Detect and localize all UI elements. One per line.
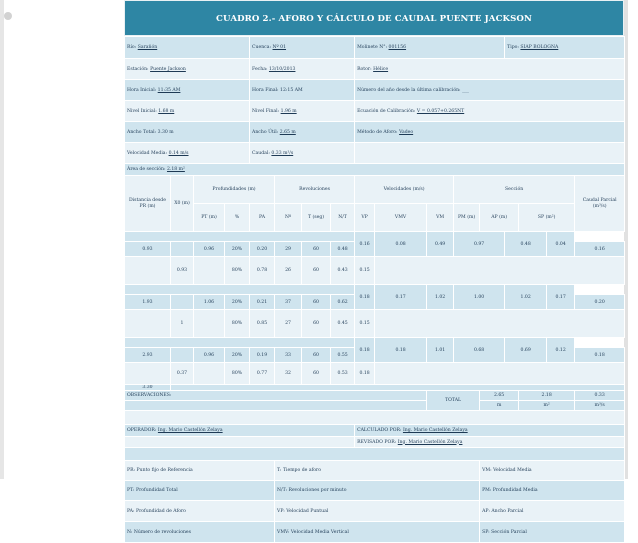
- legend-item: N: Número de revoluciones: [125, 522, 275, 543]
- header-pa: PA: [250, 204, 275, 232]
- header-n: Nº: [275, 204, 302, 232]
- revisado-field: REVISADO POR: Ing. Mario Castellón Zelaya: [355, 437, 625, 448]
- partial-sp: 1.02: [505, 285, 547, 310]
- nivel-final-field: Nivel Final: 1.96 m: [250, 101, 355, 122]
- legend-item: PT: Profundidad Total: [125, 481, 275, 501]
- ecuacion-field: Ecuación de Calibración: V = 0.057+0.265NT: [355, 101, 625, 122]
- info-row-1: [125, 37, 625, 59]
- header-t: T (seg): [302, 204, 331, 232]
- header-vmv: VMV: [375, 204, 427, 232]
- info-row-5: [125, 122, 625, 143]
- partial-ap: 1.00: [454, 285, 505, 310]
- nivel-inicial-field: Nivel Inicial: 1.68 m: [125, 101, 250, 122]
- partial-caudal: 0.17: [547, 285, 575, 310]
- legend-item: N/T: Revoluciones por minuto: [275, 481, 480, 501]
- partial-sp: 0.48: [505, 232, 547, 257]
- partial-caudal: 0.04: [547, 232, 575, 257]
- total-area-unit: m²: [519, 401, 575, 411]
- signature-row-1: [125, 425, 625, 437]
- total-ancho: 2.65: [480, 391, 519, 401]
- table-row: [125, 285, 625, 295]
- table-row: 1 80% 0.85 27 60 0.45 0.15: [125, 310, 625, 338]
- legend-item: PA: Profundidad de Aforo: [125, 501, 275, 522]
- table-row: 0.93 0.96 20% 0.20 29 60 0.48 0.16: [125, 242, 625, 257]
- molinete-field: Molinete N°: 001156: [355, 37, 505, 59]
- totals-row-values: [125, 391, 625, 401]
- legend-item: VM: Velocidad Media: [480, 461, 625, 481]
- legend-item: SP: Sección Parcial: [480, 522, 625, 543]
- partial-pm: 1.02: [427, 285, 454, 310]
- table-header-row-2: [125, 204, 625, 232]
- ancho-util-field: Ancho Útil: 2.65 m: [250, 122, 355, 143]
- hora-final-field: Hora Final: 12:15 AM: [250, 80, 355, 101]
- legend-row: [125, 501, 625, 522]
- header-nt: N/T: [331, 204, 355, 232]
- signature-row-2: [125, 437, 625, 448]
- rotor-field: Rotor: Hélice: [355, 59, 625, 80]
- partial-vmv: 0.16: [355, 232, 375, 257]
- legend-item: VP: Velocidad Puntual: [275, 501, 480, 522]
- ancho-total-field: Ancho Total: 3.30 m: [125, 122, 250, 143]
- operador-field: OPERADOR: Ing. Mario Castellón Zelaya: [125, 425, 355, 437]
- partial-pm: 0.49: [427, 232, 454, 257]
- header-vp: VP: [355, 204, 375, 232]
- calculado-field: CALCULADO POR: Ing. Mario Castellón Zelaya: [355, 425, 625, 437]
- header-x0: X0 (m): [171, 176, 194, 232]
- partial-vmv: 0.18: [355, 285, 375, 310]
- header-ap: AP (m): [480, 204, 519, 232]
- legend-item: T: Tiempo de aforo: [275, 461, 480, 481]
- total-ancho-unit: m: [480, 401, 519, 411]
- report-title: CUADRO 2.- AFORO Y CÁLCULO DE CAUDAL PUENTE JACKSON: [124, 0, 624, 36]
- header-pm: PM (m): [454, 204, 480, 232]
- header-caudal-parcial: Caudal Parcial (m³/s): [575, 176, 625, 232]
- header-pct: %: [225, 204, 250, 232]
- table-row: 1.93 1.06 20% 0.21 37 60 0.62 0.20: [125, 295, 625, 310]
- partial-pm: 1.01: [427, 338, 454, 363]
- report-sheet: [124, 0, 624, 535]
- header-pt: PT (m): [194, 204, 225, 232]
- tipo-field: Tipo: SIAP BOLOGNA: [505, 37, 625, 59]
- slide-left-border: [0, 0, 4, 479]
- partial-ap: 0.68: [454, 338, 505, 363]
- caudal-field: Caudal: 0.33 m³/s: [250, 143, 355, 164]
- header-vm: VM: [427, 204, 454, 232]
- info-row-7: [125, 164, 625, 176]
- table-row: [125, 338, 625, 348]
- partial-vm: 0.17: [375, 285, 427, 310]
- legend-item: AP: Ancho Parcial: [480, 501, 625, 522]
- hora-inicial-field: Hora Inicial: 11:35 AM: [125, 80, 250, 101]
- partial-sp: 0.69: [505, 338, 547, 363]
- header-revoluciones: Revoluciones: [275, 176, 355, 204]
- legend-row: [125, 461, 625, 481]
- table-row: 0.93 80% 0.78 26 60 0.43 0.15: [125, 257, 625, 285]
- legend-row: [125, 481, 625, 501]
- header-profundidades: Profundidades (m): [194, 176, 275, 204]
- observaciones-label: OBSERVACIONES:: [125, 391, 427, 401]
- info-row-3: [125, 80, 625, 101]
- table-row: 3.30: [125, 385, 625, 391]
- header-distancia: Distancia desde PR (m): [125, 176, 171, 232]
- total-label: TOTAL: [427, 391, 480, 411]
- legend-row: [125, 522, 625, 543]
- fecha-field: Fecha: 13/10/2013: [250, 59, 355, 80]
- info-row-4: [125, 101, 625, 122]
- estacion-field: Estación: Puente Jackson: [125, 59, 250, 80]
- totals-row-units: [125, 401, 625, 411]
- info-row-2: [125, 59, 625, 80]
- area-field: Área de sección: 2.18 m²: [125, 164, 625, 176]
- header-velocidades: Velocidades (m/s): [355, 176, 454, 204]
- gauging-table: [124, 36, 625, 543]
- slide-right-border: [624, 0, 638, 479]
- legend-item: PM: Profundidad Media: [480, 481, 625, 501]
- table-row: 0.37 80% 0.77 32 60 0.53 0.18: [125, 363, 625, 385]
- table-row: [125, 232, 625, 242]
- legend-item: VMV: Velocidad Media Vertical: [275, 522, 480, 543]
- partial-caudal: 0.12: [547, 338, 575, 363]
- partial-vmv: 0.18: [355, 338, 375, 363]
- calibracion-count-field: Número del año desde la última calibración: ___: [355, 80, 625, 101]
- total-caudal: 0.33: [575, 391, 625, 401]
- header-seccion: Sección: [454, 176, 575, 204]
- info-row-6: [125, 143, 625, 164]
- header-sp: SP (m²): [519, 204, 575, 232]
- metodo-field: Método de Aforo: Vadeo: [355, 122, 625, 143]
- rio-field: Río: Sarañón: [125, 37, 250, 59]
- total-area: 2.18: [519, 391, 575, 401]
- table-header-row-1: [125, 176, 625, 204]
- total-caudal-unit: m³/s: [575, 401, 625, 411]
- velocidad-media-field: Velocidad Media: 0.14 m/s: [125, 143, 250, 164]
- cuenca-field: Cuenca: Nº 01: [250, 37, 355, 59]
- legend-item: PR: Punto fijo de Referencia: [125, 461, 275, 481]
- partial-vm: 0.08: [375, 232, 427, 257]
- slide-decoration-dot: [4, 12, 12, 20]
- partial-vm: 0.18: [375, 338, 427, 363]
- table-row: 2.93 0.96 20% 0.19 33 60 0.55 0.18: [125, 348, 625, 363]
- partial-ap: 0.97: [454, 232, 505, 257]
